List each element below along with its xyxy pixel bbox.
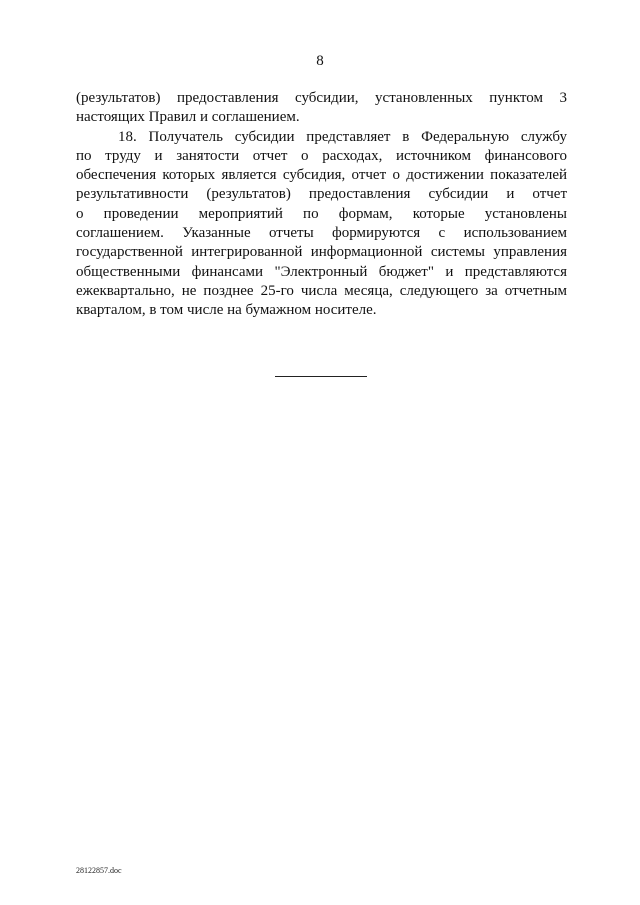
text-line: настоящих Правил и соглашением.: [76, 109, 300, 126]
text-line: государственной интегрированной информационной системы управления: [76, 244, 567, 261]
text-line: соглашением. Указанные отчеты формируются с использованием: [76, 225, 567, 242]
page-number: 8: [316, 53, 324, 69]
text-line: о проведении мероприятий по формам, которые установлены: [76, 205, 567, 222]
text-line: ежеквартально, не позднее 25-го числа месяца, следующего за отчетным: [76, 282, 567, 299]
text-line: (результатов) предоставления субсидии, установленных пунктом 3: [76, 90, 567, 106]
text-line: обеспечения которых является субсидия, отчет о достижении показателей: [76, 167, 567, 184]
document-code: 28122857.doc: [76, 866, 122, 875]
text-line: кварталом, в том числе на бумажном носителе.: [76, 302, 377, 319]
paragraph-18-first-line: 18. Получатель субсидии представляет в Федеральную службу: [118, 128, 567, 145]
document-body: [76, 89, 567, 321]
text-line: результативности (результатов) предоставления субсидии и отчет: [76, 186, 567, 203]
end-divider: [275, 376, 367, 377]
text-line: общественными финансами "Электронный бюджет" и представляются: [76, 263, 567, 280]
text-line: по труду и занятости отчет о расходах, источником финансового: [76, 147, 567, 164]
